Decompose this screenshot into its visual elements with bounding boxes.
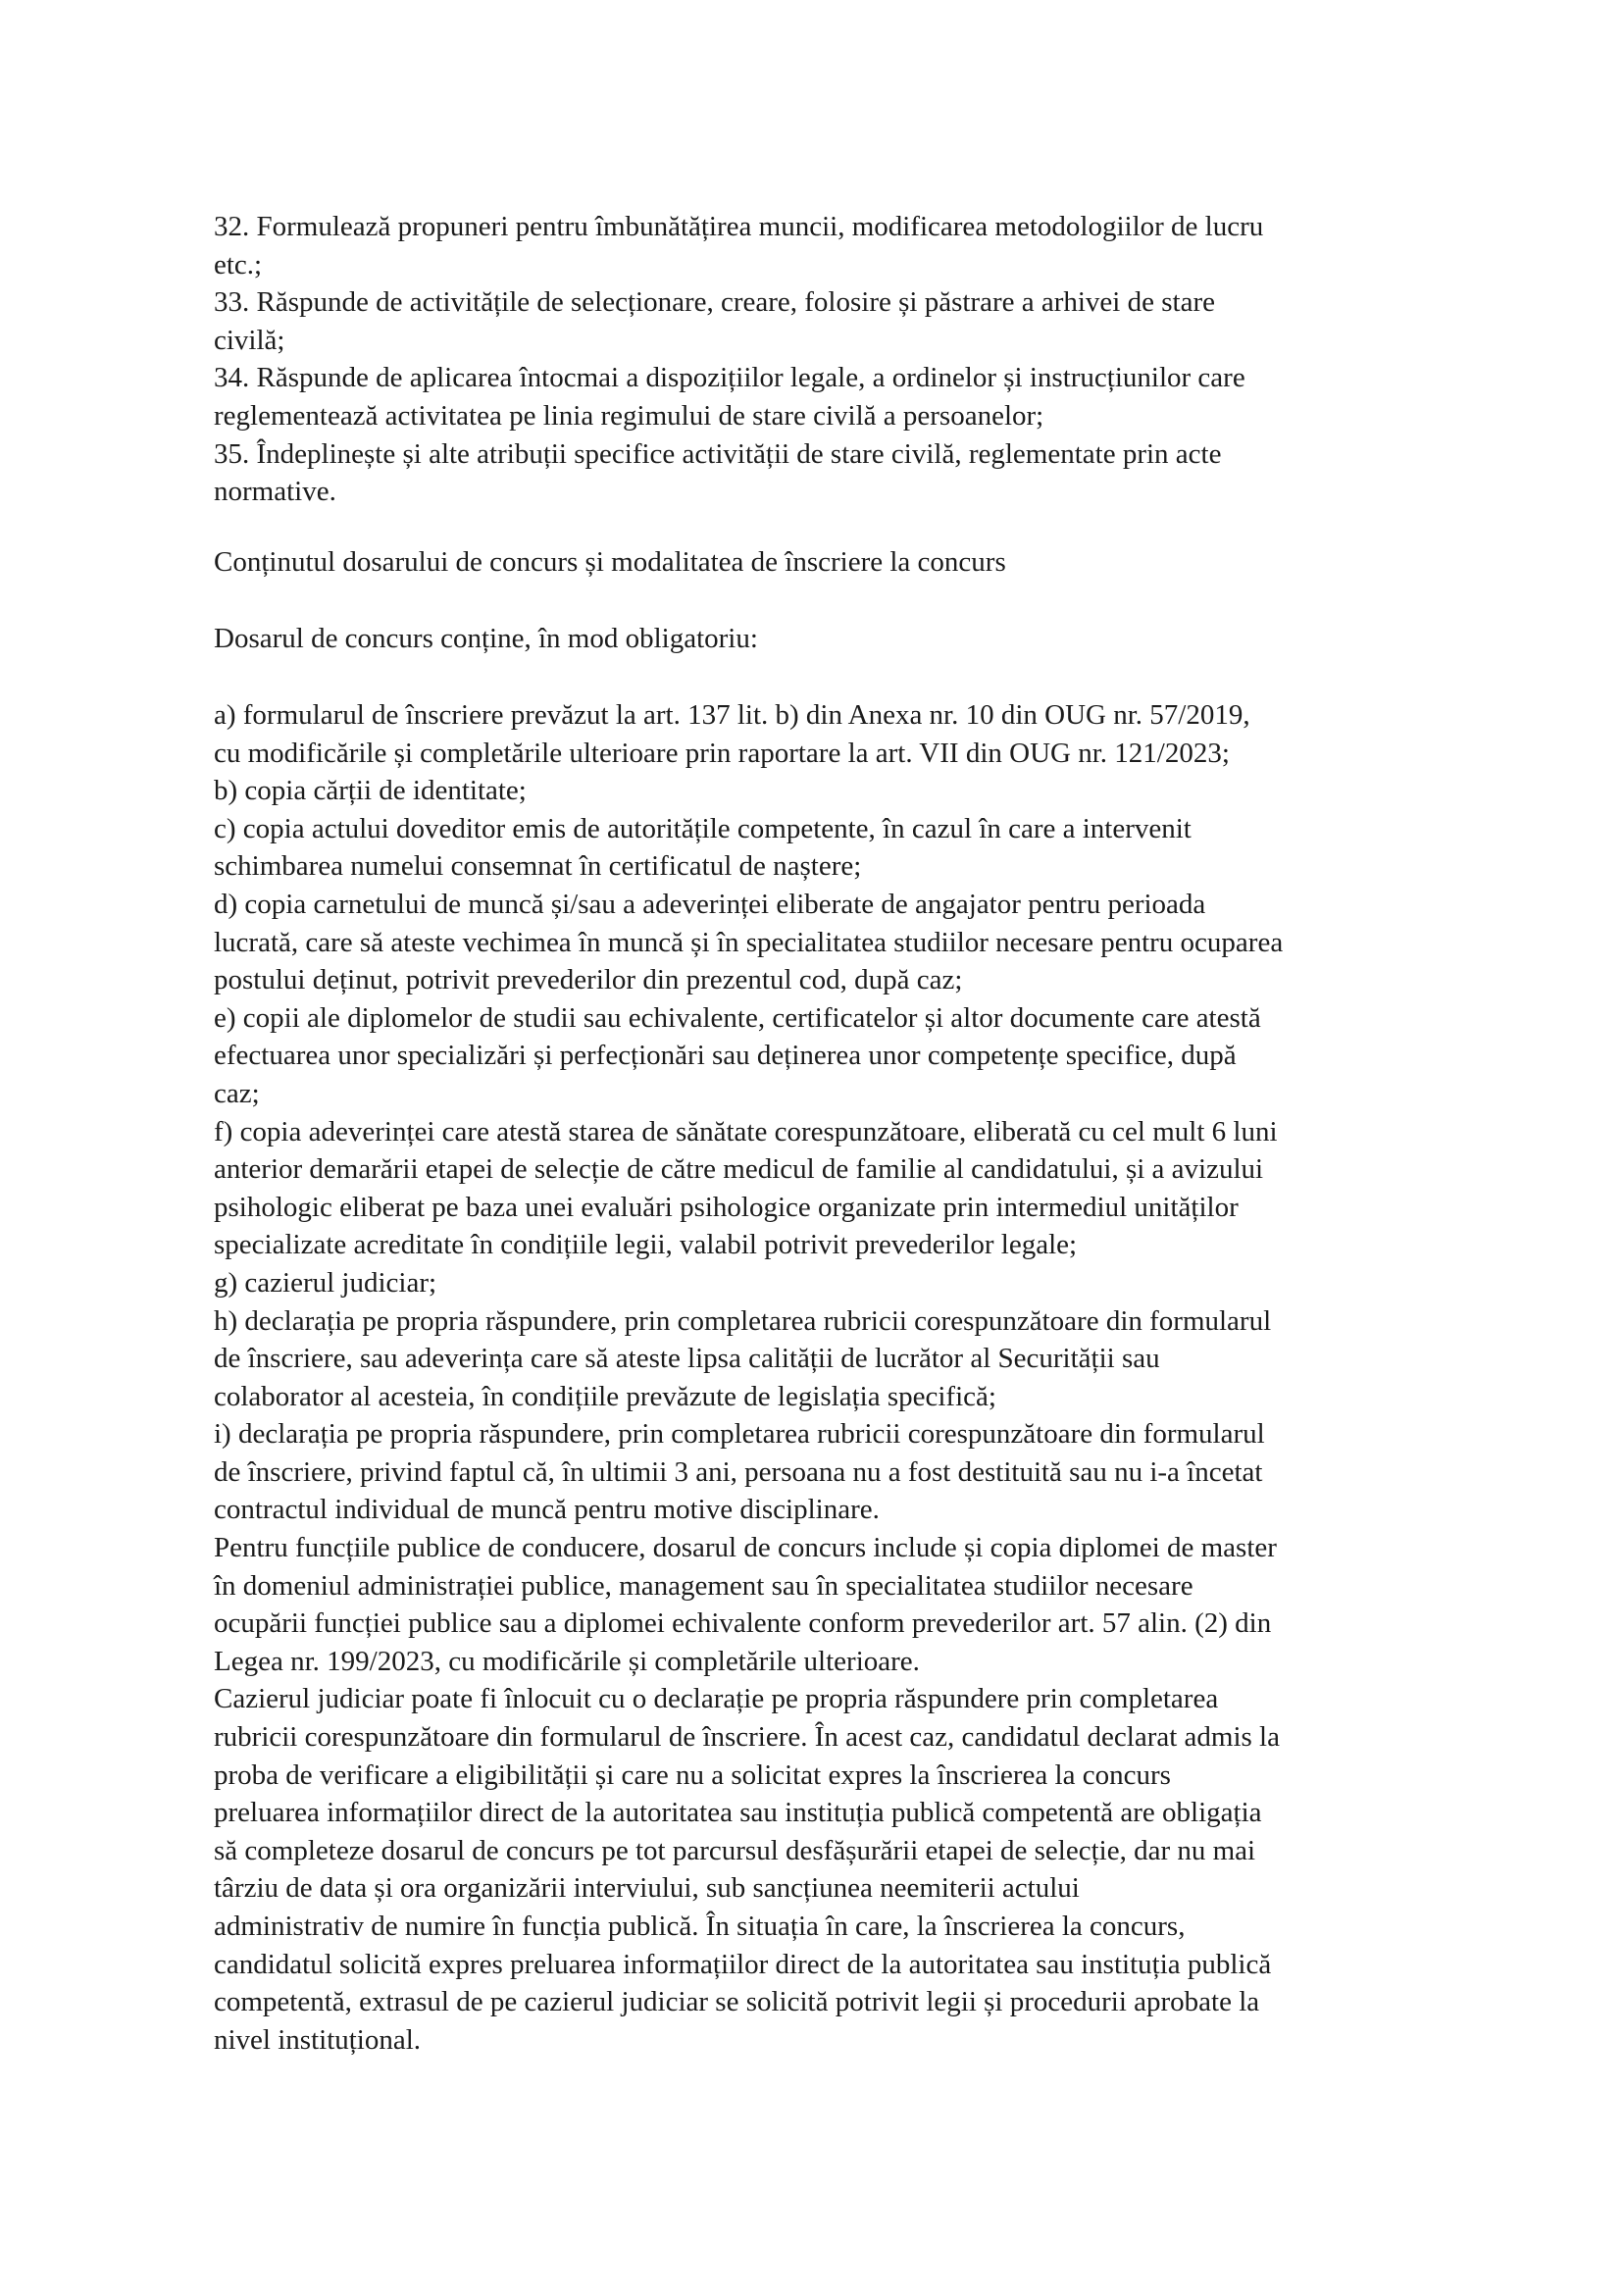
text-line: 32. Formulează propuneri pentru îmbunătățirea muncii, modificarea metodologiilor de lucru <box>214 211 1264 242</box>
requirement-item <box>214 772 1430 810</box>
text-line: preluarea informațiilor direct de la autoritatea sau instituția publică competentă are obligația <box>214 1797 1262 1829</box>
text-line: proba de verificare a eligibilității și care nu a solicitat expres la înscrierea la concurs <box>214 1759 1171 1791</box>
text-line: caz; <box>214 1077 260 1109</box>
text-line: e) copii ale diplomelor de studii sau echivalente, certificatelor și altor documente care atestă <box>214 1001 1261 1034</box>
requirement-item <box>214 810 1430 886</box>
text-line: rubricii corespunzătoare din formularul de înscriere. În acest caz, candidatul declarat admis la <box>214 1721 1280 1754</box>
requirement-item <box>214 1113 1430 1264</box>
text-line: g) cazierul judiciar; <box>214 1266 437 1299</box>
requirement-item <box>214 696 1430 772</box>
text-line: târziu de data și ora organizării interviului, sub sancțiunea neemiterii actului <box>214 1872 1080 1905</box>
duty-item <box>214 208 1430 283</box>
text-line: c) copia actului doveditor emis de autoritățile competente, în cazul în care a intervenit <box>214 812 1192 844</box>
text-line: anterior demarării etapei de selecție de către medicul de familie al candidatului, și a avizului <box>214 1153 1264 1186</box>
text-line: 33. Răspunde de activitățile de selecționare, creare, folosire și păstrare a arhivei de stare <box>214 286 1215 319</box>
text-line: contractul individual de muncă pentru motive disciplinare. <box>214 1494 880 1526</box>
section-heading <box>214 543 1430 581</box>
section-heading-text: Conținutul dosarului de concurs și modalitatea de înscriere la concurs <box>214 546 1006 578</box>
text-line: competentă, extrasul de pe cazierul judiciar se solicită potrivit legii și procedurii aprobate la <box>214 1986 1260 2018</box>
text-line: specializate acreditate în condițiile legii, valabil potrivit prevederilor legale; <box>214 1229 1078 1261</box>
text-line: 35. Îndeplinește și alte atribuții specifice activității de stare civilă, reglementate prin acte <box>214 437 1222 470</box>
text-line: de înscriere, sau adeverința care să ateste lipsa calității de lucrător al Securității sau <box>214 1343 1160 1375</box>
text-line: de înscriere, privind faptul că, în ultimii 3 ani, persoana nu a fost destituită sau nu i-a încetat <box>214 1455 1263 1488</box>
text-line: candidatul solicită expres preluarea informațiilor direct de la autoritatea sau instituția publică <box>214 1948 1272 1980</box>
paragraph <box>214 1680 1430 2059</box>
text-line: cu modificările și completările ulterioare prin raportare la art. VII din OUG nr. 121/2023; <box>214 737 1230 769</box>
text-line: reglementează activitatea pe linia regimului de stare civilă a persoanelor; <box>214 399 1044 432</box>
text-line: Pentru funcțiile publice de conducere, dosarul de concurs include și copia diplomei de master <box>214 1532 1277 1564</box>
text-line: Legea nr. 199/2023, cu modificările și completările ulterioare. <box>214 1645 920 1677</box>
text-line: nivel instituțional. <box>214 2023 422 2056</box>
text-line: etc.; <box>214 248 263 280</box>
text-line: postului deținut, potrivit prevederilor din prezentul cod, după caz; <box>214 964 963 996</box>
text-line: ocupării funcției publice sau a diplomei echivalente conform prevederilor art. 57 alin. (2) din <box>214 1607 1272 1640</box>
text-line: efectuarea unor specializări și perfecționări sau deținerea unor competențe specifice, după <box>214 1040 1237 1072</box>
paragraph <box>214 1529 1430 1680</box>
duty-item <box>214 283 1430 359</box>
text-line: normative. <box>214 476 336 508</box>
text-line: i) declarația pe propria răspundere, prin completarea rubricii corespunzătoare din formularul <box>214 1418 1265 1451</box>
text-line: f) copia adeverinței care atestă starea de sănătate corespunzătoare, eliberată cu cel mult 6 luni <box>214 1115 1278 1147</box>
text-line: administrativ de numire în funcția publică. În situația în care, la înscrierea la concurs, <box>214 1911 1186 1942</box>
requirements-and-notes-block <box>214 696 1430 2059</box>
text-line: civilă; <box>214 324 285 356</box>
text-line: Cazierul judiciar poate fi înlocuit cu o declarație pe propria răspundere prin completarea <box>214 1683 1219 1715</box>
text-line: în domeniul administrației publice, management sau în specialitatea studiilor necesare <box>214 1569 1193 1602</box>
text-line: 34. Răspunde de aplicarea întocmai a dispozițiilor legale, a ordinelor și instrucțiunilor care <box>214 362 1245 394</box>
requirement-item <box>214 886 1430 999</box>
requirement-item <box>214 999 1430 1113</box>
text-line: psihologic eliberat pe baza unei evaluări psihologice organizate prin intermediul unităților <box>214 1191 1239 1223</box>
requirement-item <box>214 1302 1430 1416</box>
requirement-item <box>214 1415 1430 1529</box>
requirement-item <box>214 1264 1430 1302</box>
text-line: b) copia cărții de identitate; <box>214 775 527 807</box>
list-intro <box>214 620 1430 657</box>
text-line: d) copia carnetului de muncă și/sau a adeverinței eliberate de angajator pentru perioada <box>214 888 1206 920</box>
text-line: lucrată, care să ateste vechimea în muncă și în specialitatea studiilor necesare pentru ocuparea <box>214 926 1284 958</box>
duties-list-block <box>214 208 1430 511</box>
text-line: a) formularul de înscriere prevăzut la art. 137 lit. b) din Anexa nr. 10 din OUG nr. 57/2019, <box>214 699 1250 731</box>
duty-item <box>214 435 1430 511</box>
text-line: h) declarația pe propria răspundere, prin completarea rubricii corespunzătoare din formularul <box>214 1304 1272 1337</box>
text-line: schimbarea numelui consemnat în certificatul de naștere; <box>214 850 862 883</box>
text-line: colaborator al acesteia, în condițiile prevăzute de legislația specifică; <box>214 1380 996 1412</box>
duty-item <box>214 359 1430 434</box>
text-line: să completeze dosarul de concurs pe tot parcursul desfășurării etapei de selecție, dar nu mai <box>214 1834 1256 1866</box>
list-intro-text: Dosarul de concurs conține, în mod obligatoriu: <box>214 623 758 654</box>
